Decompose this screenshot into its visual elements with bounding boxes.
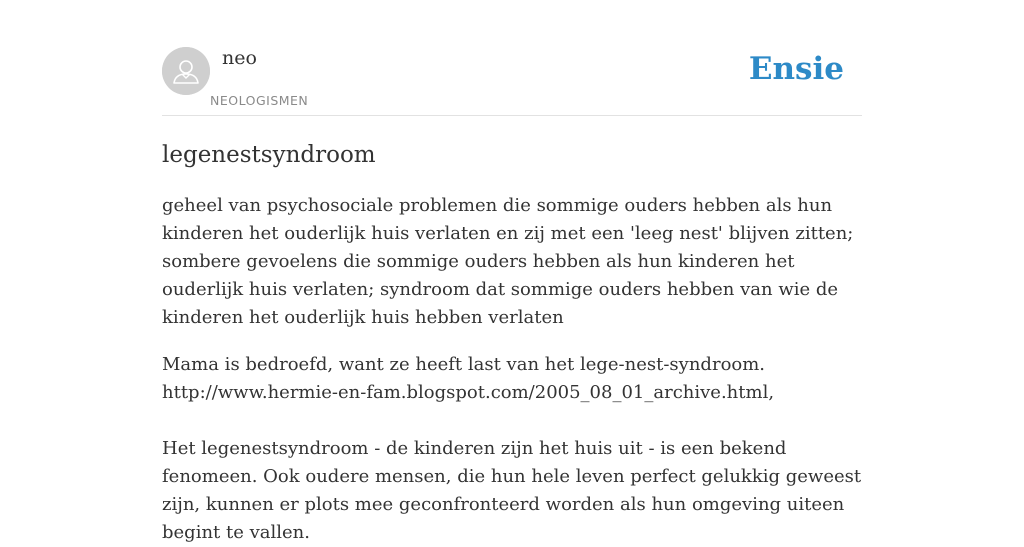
entry-examples xyxy=(162,351,862,547)
example-source-link: http://www.hermie-en-fam.blogspot.com/2005_08_01_archive.html, xyxy=(162,382,775,403)
user-avatar-icon xyxy=(162,47,210,95)
ensie-logo[interactable]: Ensie xyxy=(748,51,844,87)
user-avatar[interactable] xyxy=(162,47,210,95)
channel-link[interactable]: NEOLOGISMEN xyxy=(210,93,309,108)
entry-header xyxy=(162,0,862,116)
example-sentence: Mama is bedroefd, want ze heeft last van het lege-nest-syndroom. xyxy=(162,354,766,375)
entry-definition: geheel van psychosociale problemen die sommige ouders hebben als hun kinderen het ouderlijk huis verlaten en zij met een 'leeg nest' blijven zitten; sombere gevoelens die sommige ouders hebben als hun kinderen het ouderlijk huis verlaten; syndroom dat sommige ouders hebben van wie de kinderen het ouderlijk huis hebben verlaten xyxy=(162,195,854,328)
example-sentence-2: Het legenestsyndroom - de kinderen zijn het huis uit - is een bekend fenomeen. Ook oudere mensen, die hun hele leven perfect gelukkig geweest zijn, kunnen er plots mee geconfronteerd worden als hun omgeving uiteen begint te vallen. xyxy=(162,438,862,543)
username-link[interactable]: neo xyxy=(222,47,257,69)
entry-title: legenestsyndroom xyxy=(162,142,376,168)
example-gap xyxy=(162,407,862,435)
